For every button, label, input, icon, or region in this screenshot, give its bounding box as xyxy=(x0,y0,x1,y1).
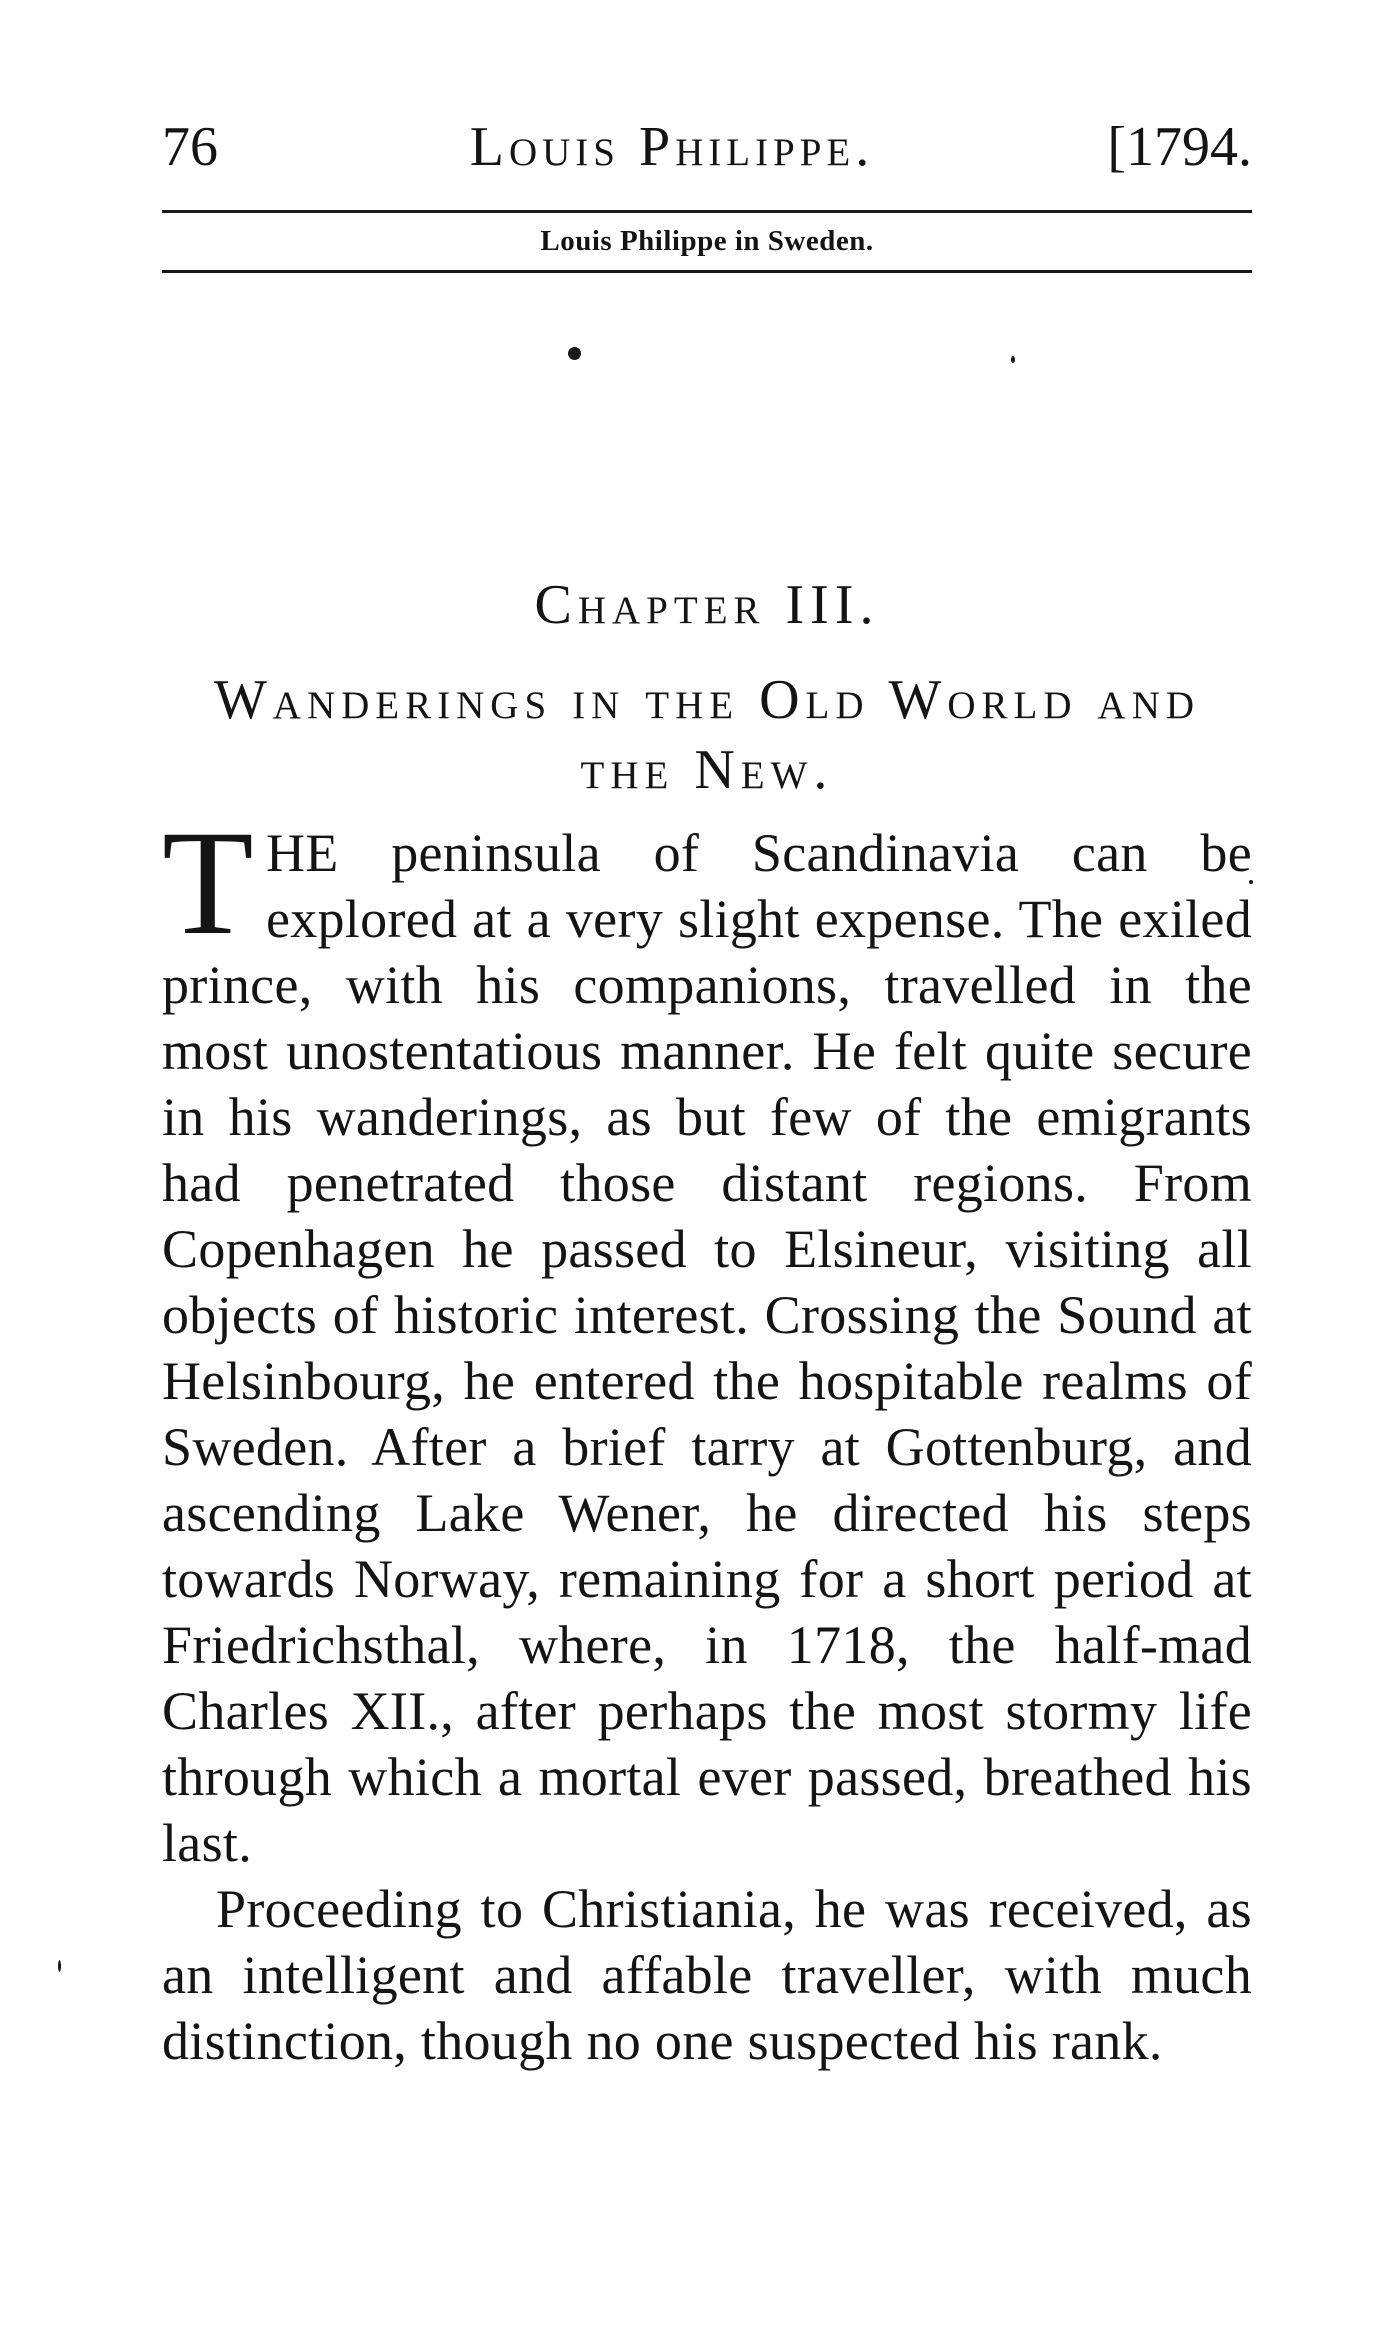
section-head: Louis Philippe in Sweden. xyxy=(540,225,874,257)
ink-speck xyxy=(58,1960,61,1972)
header-rule-bottom xyxy=(162,270,1252,273)
chapter-title: Wanderings in the Old World and the New. xyxy=(213,669,1201,801)
ink-speck xyxy=(1011,356,1015,363)
paragraph-1: THE peninsula of Scandinavia can be explored at a very slight expense. The exiled prince, with his companions, travelled in the most unostentatious manner. He felt quite secure in his wanderings, as but few of the emigrants had penetrated those distant regions. From Copenhagen he passed to Elsineur, visiting all objects of historic interest. Crossing the Sound at Helsinbourg, he entered the hospitable realms of Sweden. After a brief tarry at Gottenburg, and ascending Lake Wener, he directed his steps towards Norway, remaining for a short period at Friedrichsthal, where, in 1718, the half-mad Charles XII., after perhaps the most stormy life through which a mortal ever passed, breathed his last. xyxy=(162,800,1252,1873)
header-rule-top xyxy=(162,210,1252,213)
ink-speck xyxy=(568,347,581,360)
running-title: Louis Philippe. xyxy=(469,116,875,178)
chapter-number: Chapter III. xyxy=(534,574,880,636)
running-head xyxy=(162,112,1252,192)
running-date: [1794. xyxy=(1107,116,1252,178)
page-number: 76 xyxy=(162,116,218,178)
body-text xyxy=(162,800,1252,2074)
paragraph-2: Proceeding to Christiania, he was received, as an intelligent and affable traveller, with much distinction, though no one suspected his rank. xyxy=(162,1879,1252,2071)
